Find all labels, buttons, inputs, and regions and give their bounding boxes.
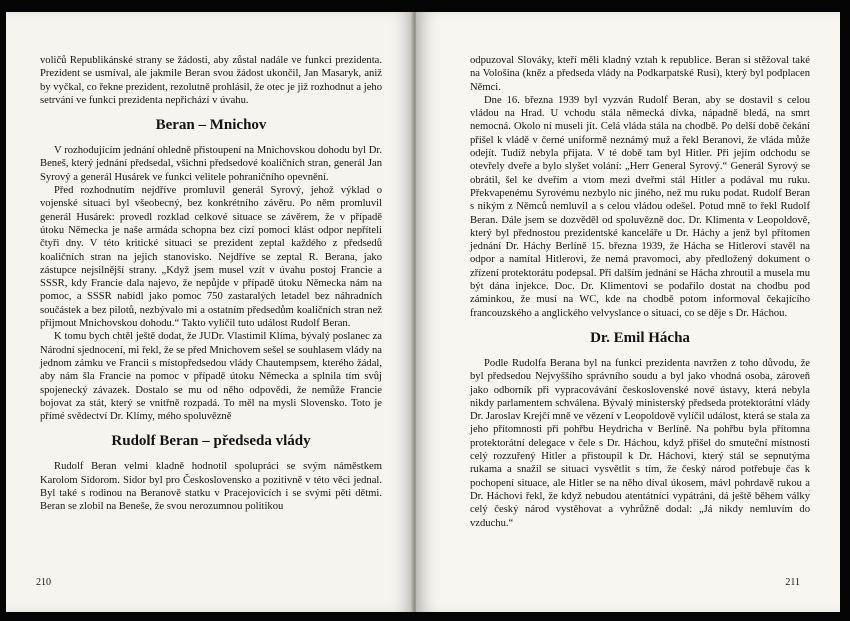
left-paragraph-2: V rozhodujícím jednání ohledně přistoupení na Mnichovskou dohodu byl Dr. Beneš, který jednání předsedal, všichni předsedové koaličních stran, generál Jan Syrový a generál Husárek ve funkci velitele pohraničního opevnění. [40,145,382,183]
page-number-right: 211 [785,577,800,588]
left-page [6,12,414,612]
left-paragraph-4: K tomu bych chtěl ještě dodat, že JUDr. Vlastimil Klíma, bývalý poslanec za Národní sjednocení, mi řekl, že se před Mnichovem sešel se souhlasem vlády na jednom zámku ve Francii s místopředsedou vlády Chautempsem, kterého žádal, aby nám šla Francie na pomoc v případě útoku Německa a splnila tím svůj spojenecký závazek. Dostalo se mu od něho odpovědi, že nemůže Francie bojovat za stát, který se vnitřně rozpadá. To měl na mysli Slovensko. Toto je přímé svědectví Dr. Klímy, mého spoluvězně [40,331,382,423]
right-paragraph-3: Podle Rudolfa Berana byl na funkci prezidenta navržen z toho důvodu, že byl předsedou Nejvyššího správního soudu a byl jako vhodná osoba, zároveň jako odborník při vypracovávání československé nové ústavy, která nebyla nikdy parlamentem schválena. Bývalý ministerský předseda protektorátní vlády Dr. Jaroslav Krejčí mně ve vězení v Leopoldově vylíčil událost, která se stala za jeho přítomnosti při pohřbu Heydricha v Berlíně. Na pohřbu byla přítomna protektorátní delegace v čele s Dr. Háchou, když přišel do smuteční místnosti celý rozzuřený Hitler a přistoupil k Dr. Háchovi, který stál se sepnutýma rukama a snažil se situaci vysvětlit s tím, že český národ potřebuje čas k pochopení situace, ale Hitler se na něho díval úkosem, mávl pohrdavě rukou a Dr. Háchovi řekl, že když nebudou atentátníci vypátráni, dá ještě během války celý český národ vystěhovat a vyhrůžně dodal: „Já nikdy nemluvím do vzduchu.“ [470,357,810,529]
left-paragraph-5: Rudolf Beran velmi kladně hodnotil spolupráci se svým náměstkem Karolom Sidorom. Sidor byl pro Československo a pozitivně v této věci jednal. Byl také s rodinou na Beranově statku v Pracejovicích i se svými pěti dětmi. Beran se zlobil na Beneše, že svou nerozumnou politikou [40,461,382,513]
heading-beran-predseda-vlady: Rudolf Beran – předseda vlády [111,433,311,450]
right-paragraph-1: odpuzoval Slováky, kteří měli kladný vztah k republice. Beran si stěžoval také na Vološina (kněz a předseda vlády na Podkarpatské Rusi), který byl podplacen Němci. [470,55,810,93]
heading-beran-mnichov: Beran – Mnichov [155,117,267,134]
heading-emil-hacha: Dr. Emil Hácha [590,329,690,346]
right-paragraph-2: Dne 16. března 1939 byl vyzván Rudolf Beran, aby se dostavil s celou vládou na Hrad. U vchodu stála německá dívka, nápadně bledá, na smrt nemocná. Okolo ní museli jít. Celá vláda stála na chodbě. Po delší době čekání přišel k vládě v černé uniformě neznámý muž a řekl Beranovi, že vláda může odejít. Tudíž nebyla přijata. V té době tam byl Hitler. Při jejím odchodu se otevřely dveře a bylo slyšet volání: „Herr General Syrový.“ Generál Syrový se obrátil, šel ke dveřím a vtom mezi dveřmi stál Hitler a podával mu ruku. Překvapenému Syrovému nezbylo nic jiného, než mu ruku podat. Rudolf Beran s nikým z Němců nemluvil a s celou vládou odešel. Potud mně to řekl Rudolf Beran. Dále jsem se dozvěděl od spoluvězně doc. Dr. Klimenta v Leopoldově, který byl přednostou prezidentské kanceláře u Dr. Háchy a jenž byl přítomen jednání Dr. Háchy Berlíně 15. března 1939, že Hácha se Hitlerovi stavěl na odpor a namítal Hitlerovi, že nemá pravomoci, aby předložený dokument o zřízení protektorátu podepsal. Při dalším jednání se Hácha zhroutil a musela mu být dána injekce. Doc. Dr. Klimentovi se podařilo dostat na chodbu pod záminkou, že musí na WC, kde na chodbě potom informoval čekajícího francouzského a anglického velvyslance o situaci, co se děje s Dr. Háchou. [470,94,810,319]
right-page [416,12,840,612]
left-paragraph-3: Před rozhodnutím nejdříve promluvil generál Syrový, jehož výklad o vojenské situaci byl všeobecný, bez konkrétního závěru. Po něm promluvil generál Husárek: provedl rozklad celkové situace se závěrem, že v případě útoku Německa je naše armáda schopna bez cizí pomoci klást odpor nepříteli čtyři dny. V této kritické situaci se prezident zeptal každého z předsedů koaličních stran na jejich stanovisko. Nejdříve se zeptal R. Berana, jako zástupce nejsilnější strany. „Když jsem musel vzít v úvahu postoj Francie a SSSR, kdy Francie dala najevo, že nepůjde v případě útoku Německa nám na pomoc, a SSSR nabídl jako pomoc 750 zastaralých letadel bez náhradních součástek a bez pilotů, nezbývalo mi a ostatním předsedům koaličních stran než přijmout Mnichovskou dohodu.“ Takto vylíčil tuto událost Rudolf Beran. [40,185,382,330]
page-number-left: 210 [36,577,51,588]
left-paragraph-1: voličů Republikánské strany se žádosti, aby zůstal nadále ve funkci prezidenta. Prezident se usmíval, ale jakmile Beran svou žádost ukončil, Jan Masaryk, aniž by vyčkal, co řekne prezident, rezolutně prohlásil, že otec je již rozhodnut a jeho setrvání ve funkci prezidenta nepřichází v úvahu. [40,55,382,106]
